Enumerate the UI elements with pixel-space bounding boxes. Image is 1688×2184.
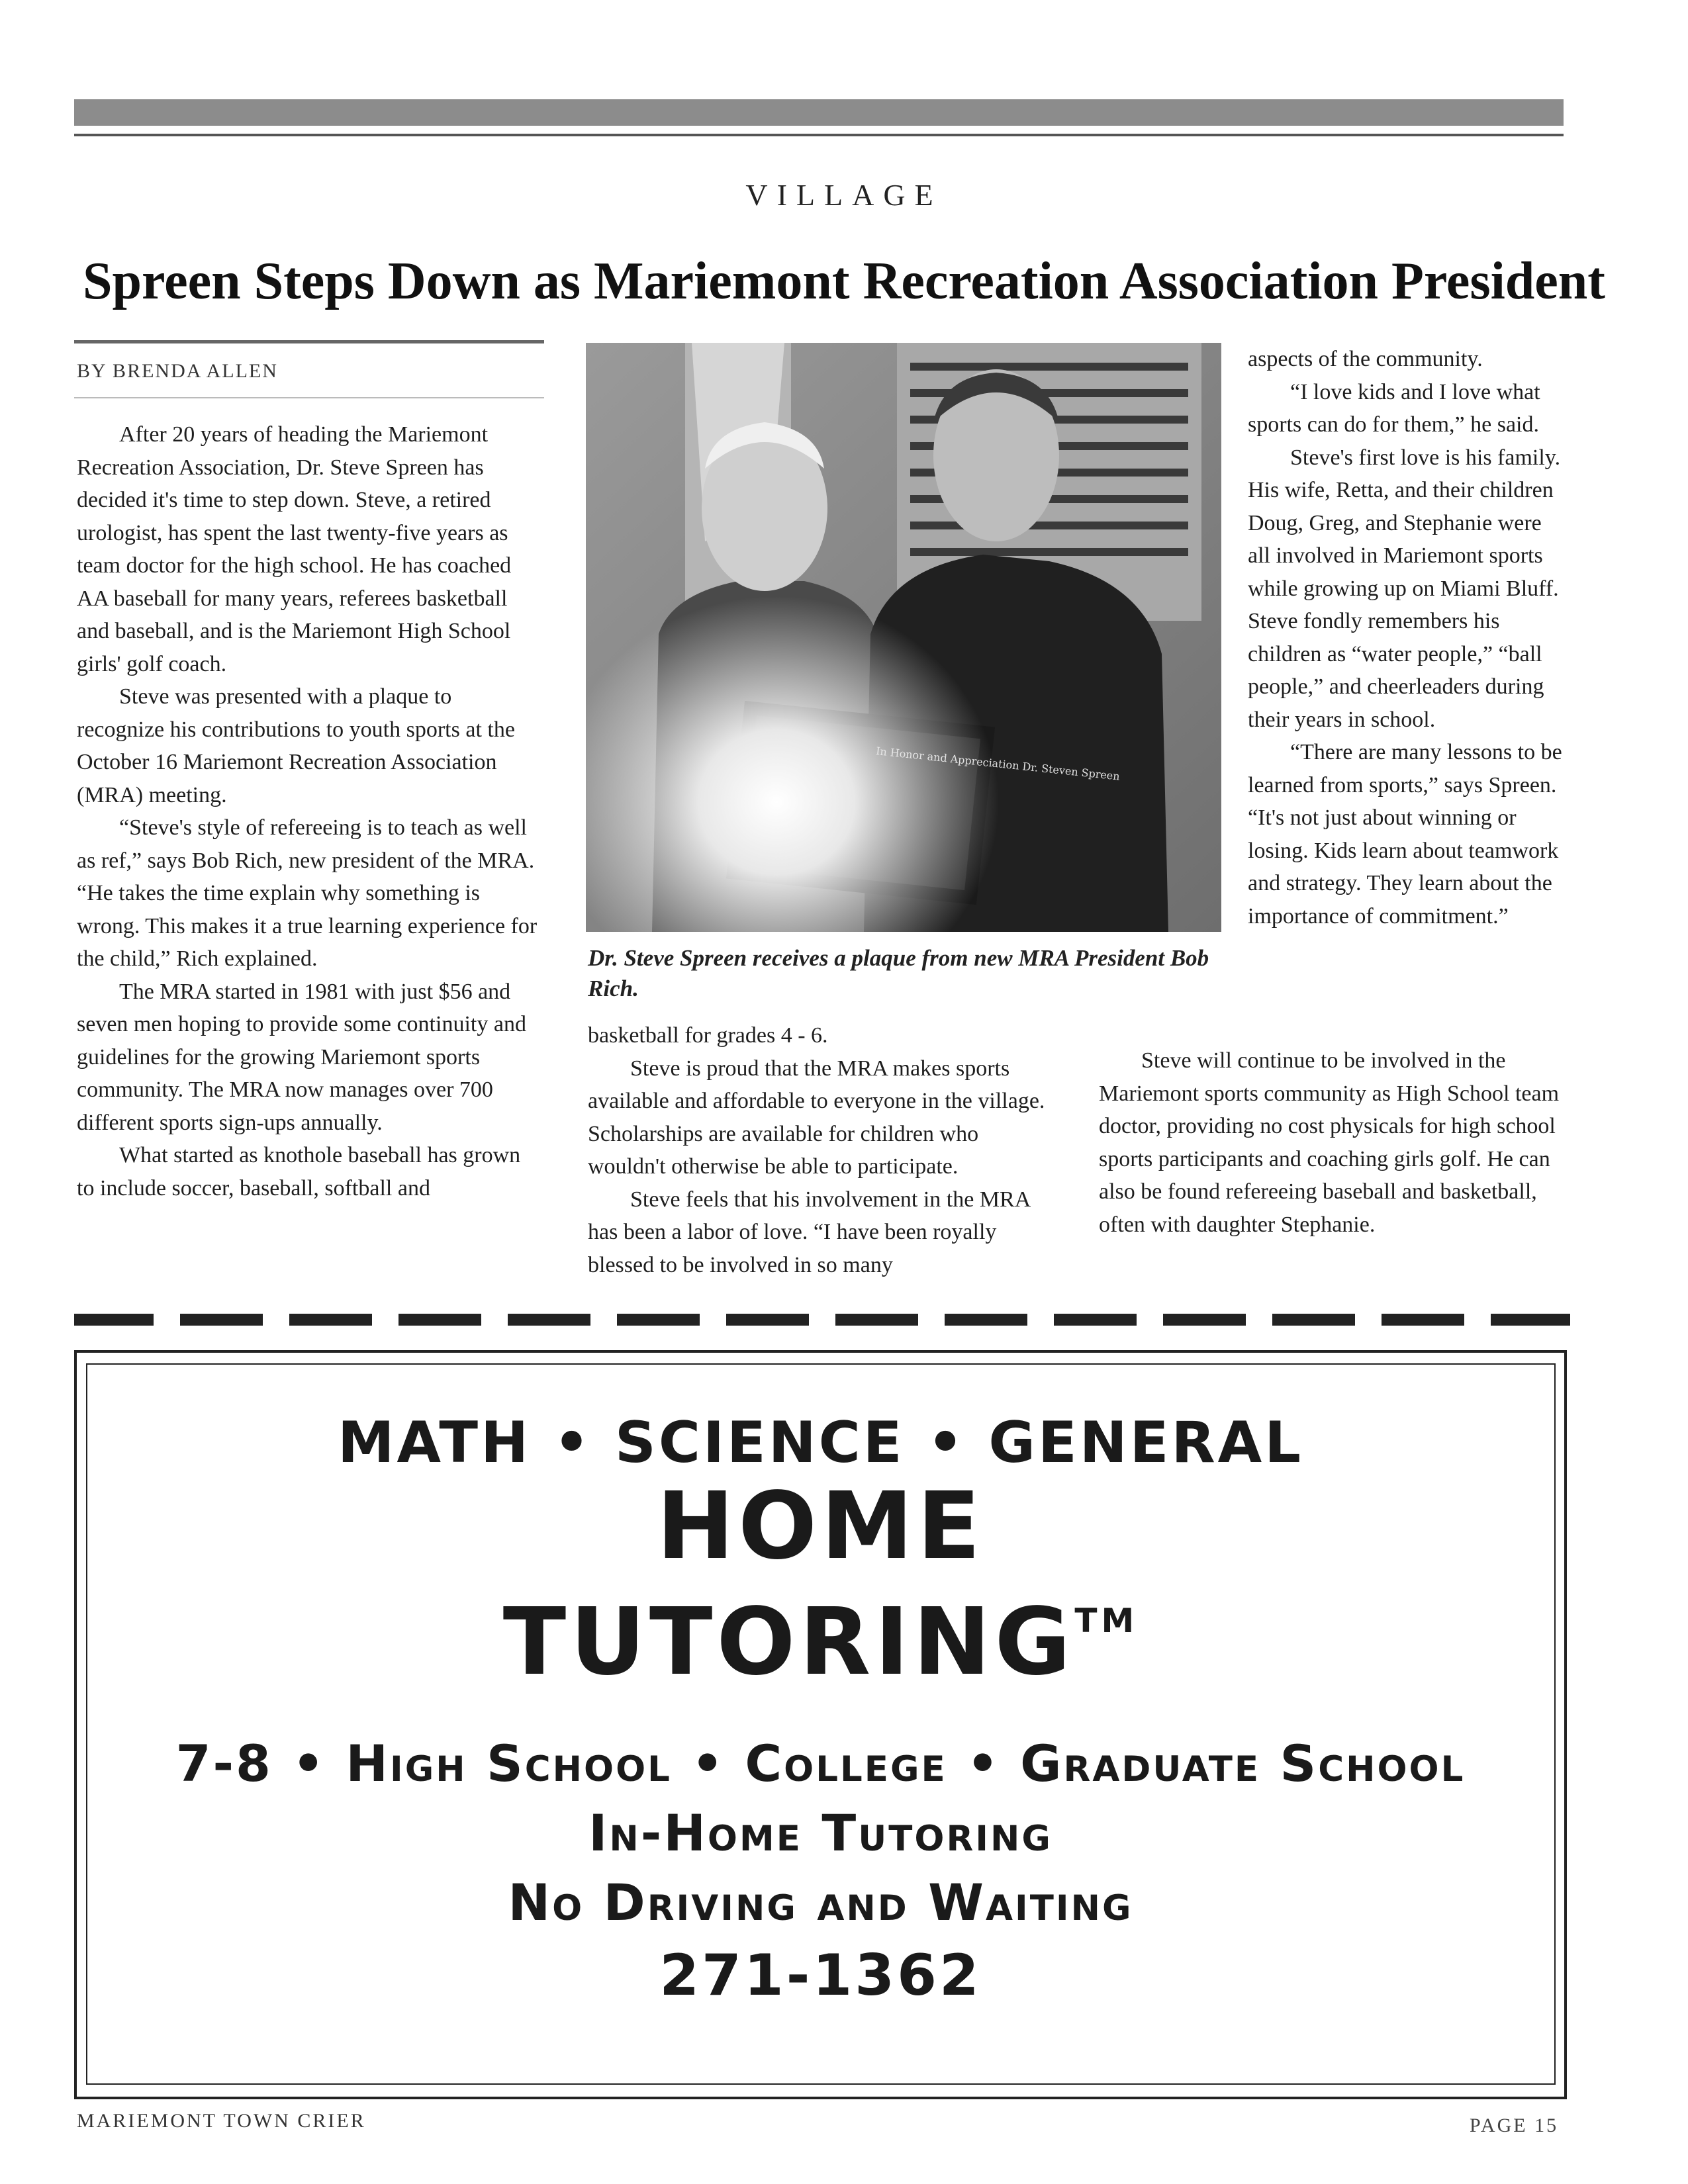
paragraph: Steve feels that his involvement in the MRA has been a labor of love. “I have been royally blessed to be involved in so many [588, 1187, 1030, 1277]
header-rule [74, 134, 1564, 136]
paragraph: After 20 years of heading the Mariemont Recreation Association, Dr. Steve Spreen has decided it's time to step down. Steve, a retired urologist, has spent the last twenty-five years as team doctor for the high school. He has coached AA baseball for many years, referees basketball and baseball, and is the Mariemont High School girls' golf coach. [77, 422, 512, 676]
ad-title-home: HOME [656, 1473, 985, 1580]
dash [1054, 1314, 1137, 1326]
article-column-2 [588, 1019, 1051, 1281]
dash [1163, 1314, 1246, 1326]
byline: BY BRENDA ALLEN [77, 360, 278, 382]
byline-underline [74, 397, 544, 398]
photo-illustration [586, 343, 1221, 932]
publication-name: MARIEMONT TOWN CRIER [77, 2110, 366, 2132]
dash [835, 1314, 918, 1326]
dash [1491, 1314, 1570, 1326]
paragraph: What started as knothole baseball has grown to include soccer, baseball, softball and [77, 1143, 521, 1201]
ad-subjects: MATH • SCIENCE • GENERAL [337, 1410, 1304, 1476]
dash [289, 1314, 372, 1326]
ad-levels: 7-8 • High School • College • Graduate School [175, 1734, 1466, 1793]
trademark-mark: TM [1074, 1602, 1139, 1640]
paragraph: “There are many lessons to be learned from sports,” says Spreen. “It's not just about winning or losing. Kids learn about teamwork and strategy. They learn about the importance of commitment.” [1248, 740, 1562, 929]
header-bar [74, 99, 1564, 126]
paragraph: basketball for grades 4 - 6. [588, 1023, 828, 1048]
paragraph: Steve's first love is his family. His wife, Retta, and their children Doug, Greg, and Stephanie were all involved in Mariemont sports while growing up on Miami Bluff. Steve fondly remembers his children as “water people,” “ball people,” and cheerleaders during their years in school. [1248, 445, 1561, 732]
dash [74, 1314, 154, 1326]
photo-caption: Dr. Steve Spreen receives a plaque from new MRA President Bob Rich. [588, 945, 1209, 1001]
dashed-separator [74, 1314, 1570, 1326]
paragraph: Steve will continue to be involved in the Mariemont sports community as High School team doctor, providing no cost physicals for high school sports participants and coaching girls golf. He can also be found refereeing baseball and basketball, often with daughter Stephanie. [1099, 1048, 1560, 1237]
ad-phone: 271-1362 [659, 1942, 982, 2009]
paragraph: Steve is proud that the MRA makes sports available and affordable to everyone in the village. Scholarships are available for children who wouldn't otherwise be able to participate. [588, 1056, 1045, 1179]
ad-title-tutoring [74, 1588, 1567, 1696]
dash [726, 1314, 809, 1326]
dash [1382, 1314, 1464, 1326]
article-column-1 [77, 418, 540, 1205]
dash [508, 1314, 590, 1326]
dash [617, 1314, 700, 1326]
page-number: PAGE 15 [1470, 2115, 1559, 2136]
paragraph: aspects of the community. [1248, 347, 1483, 371]
byline-rule [74, 340, 544, 343]
article-column-3 [1248, 343, 1566, 933]
paragraph: Steve was presented with a plaque to recognize his contributions to youth sports at the October 16 Mariemont Recreation Association (MRA) meeting. [77, 684, 515, 807]
ad-title-tutoring-text: TUTORING [502, 1588, 1075, 1696]
paragraph: “Steve's style of refereeing is to teach as well as ref,” says Bob Rich, new president of the MRA. “He takes the time explain why something is wrong. This makes it a true learning experience for the child,” Rich explained. [77, 815, 538, 971]
dash [399, 1314, 481, 1326]
section-label: VILLAGE [745, 178, 943, 212]
ad-no-driving: No Driving and Waiting [508, 1873, 1133, 1932]
article-photo [586, 343, 1221, 932]
ad-in-home: In-Home Tutoring [588, 1803, 1053, 1862]
dash [945, 1314, 1027, 1326]
paragraph: The MRA started in 1981 with just $56 and seven men hoping to provide some continuity and guidelines for the growing Mariemont sports community. The MRA now manages over 700 different sports sign-ups annually. [77, 979, 526, 1135]
dash [180, 1314, 263, 1326]
article-column-3-bottom [1099, 1044, 1566, 1241]
dash [1272, 1314, 1355, 1326]
article-headline: Spreen Steps Down as Mariemont Recreation Association President [83, 252, 1605, 310]
paragraph: “I love kids and I love what sports can do for them,” he said. [1248, 379, 1540, 437]
